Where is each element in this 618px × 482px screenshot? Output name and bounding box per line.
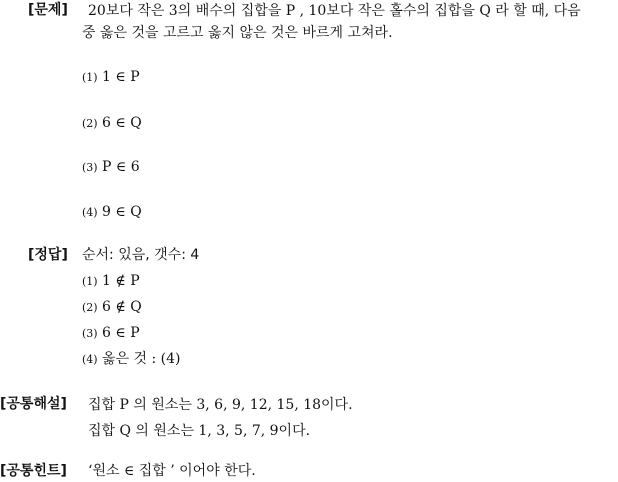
answer-item-4: [82, 350, 181, 369]
answer-expression: 옳은 것 : (4): [102, 351, 181, 367]
hint-tag: [공통힌트]: [0, 463, 67, 479]
option-expression: P ∈ 6: [102, 159, 140, 175]
option-expression: 1 ∈ P: [102, 69, 140, 85]
option-number: (1): [82, 71, 98, 84]
option-number: (4): [82, 206, 98, 219]
hint-line-1: ‘원소 ∈ 집합 ’ 이어야 한다.: [88, 463, 256, 479]
option-expression: 6 ∈ Q: [102, 115, 142, 131]
problem-line-1: 20보다 작은 3의 배수의 집합을 P , 10보다 작은 홀수의 집합을 Q 라 할 때, 다음: [88, 3, 581, 19]
problem-option-3: [82, 158, 140, 177]
answer-expression: 6 ∉ Q: [102, 299, 142, 315]
explanation-line-1: 집합 P 의 원소는 3, 6, 9, 12, 15, 18이다.: [88, 397, 353, 413]
answer-item-1: [82, 272, 140, 291]
answer-expression: 1 ∉ P: [102, 273, 140, 289]
answer-expression: 6 ∈ P: [102, 325, 140, 341]
option-number: (2): [82, 117, 98, 130]
answer-item-2: [82, 298, 142, 317]
problem-option-1: [82, 68, 140, 87]
answer-number: (1): [82, 275, 98, 288]
explanation-tag: [공통해설]: [0, 396, 67, 412]
problem-option-4: [82, 203, 142, 222]
answer-number: (3): [82, 327, 98, 340]
explanation-line-2: 집합 Q 의 원소는 1, 3, 5, 7, 9이다.: [88, 423, 311, 439]
problem-option-2: [82, 114, 142, 133]
answer-number: (4): [82, 353, 98, 366]
problem-line-2: 중 옳은 것을 고르고 옳지 않은 것은 바르게 고쳐라.: [82, 25, 393, 41]
answer-header: 순서: 있음, 갯수: 4: [82, 247, 200, 263]
problem-tag: [문제]: [28, 2, 68, 18]
answer-number: (2): [82, 301, 98, 314]
answer-item-3: [82, 324, 140, 343]
answer-tag: [정답]: [28, 247, 68, 263]
option-expression: 9 ∈ Q: [102, 204, 142, 220]
option-number: (3): [82, 161, 98, 174]
